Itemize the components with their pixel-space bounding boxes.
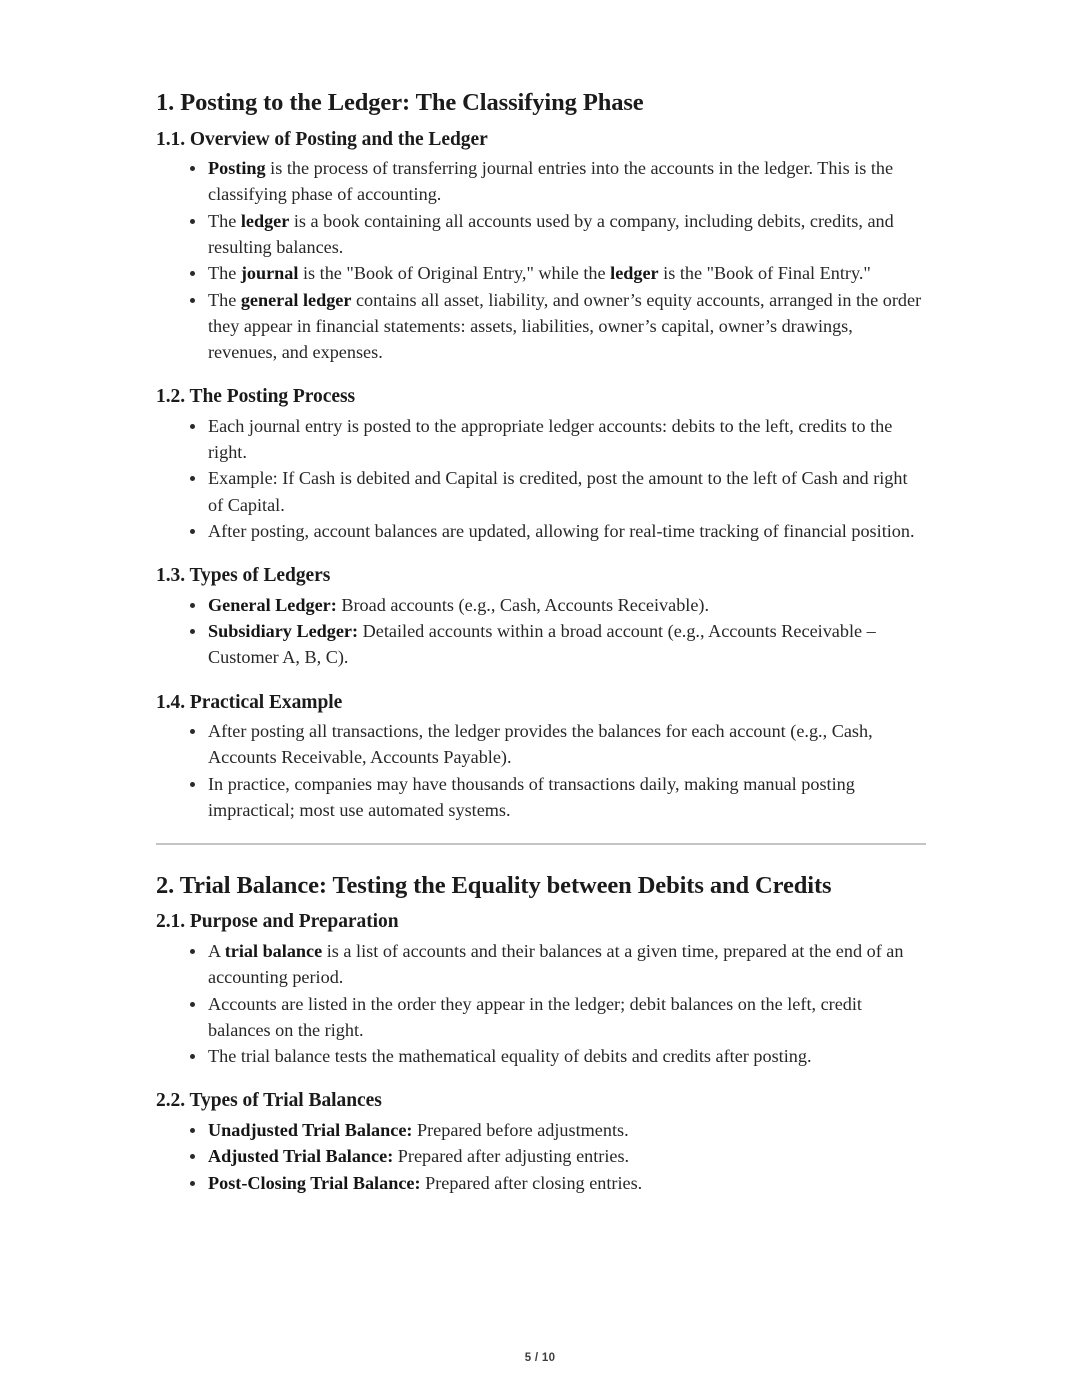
emphasis-text: general ledger bbox=[240, 290, 352, 311]
emphasis-text: trial balance bbox=[224, 940, 323, 961]
bullet-list bbox=[156, 413, 926, 545]
section-divider bbox=[156, 843, 926, 845]
emphasis-text: ledger bbox=[240, 210, 290, 231]
body-text: The bbox=[208, 290, 241, 311]
subsection-heading: 2.2. Types of Trial Balances bbox=[156, 1090, 382, 1112]
body-text: Example: If Cash is debited and Capital is credited, post the amount to the left of Cash and right of Capital. bbox=[208, 468, 908, 515]
body-text: Broad accounts (e.g., Cash, Accounts Receivable). bbox=[336, 594, 710, 615]
list-item bbox=[156, 991, 926, 1043]
emphasis-text: Posting bbox=[208, 158, 266, 178]
list-item bbox=[156, 1043, 926, 1069]
emphasis-text: Adjusted Trial Balance: bbox=[208, 1146, 394, 1167]
body-text: is a book containing all accounts used by a company, including debits, credits, and resulting balances. bbox=[208, 210, 894, 257]
subsection-heading: 1.3. Types of Ledgers bbox=[156, 565, 331, 587]
document-section bbox=[156, 88, 926, 823]
document-content bbox=[156, 88, 926, 1216]
subsection-heading: 1.2. The Posting Process bbox=[156, 386, 356, 408]
list-item bbox=[156, 260, 926, 286]
list-item bbox=[156, 771, 926, 823]
body-text: is the process of transferring journal entries into the accounts in the ledger. This is the classifying phase of accounting. bbox=[208, 158, 894, 205]
list-item bbox=[156, 618, 926, 670]
emphasis-text: ledger bbox=[610, 263, 659, 284]
list-item bbox=[156, 592, 926, 618]
body-text: Prepared after adjusting entries. bbox=[393, 1146, 630, 1167]
body-text: Detailed accounts within a broad account (e.g., Accounts Receivable – Customer A, B, C). bbox=[208, 621, 876, 668]
bullet-list bbox=[156, 938, 926, 1070]
bullet-list bbox=[156, 592, 926, 671]
list-item bbox=[156, 1117, 926, 1143]
list-item bbox=[156, 465, 926, 517]
emphasis-text: Subsidiary Ledger: bbox=[208, 621, 359, 642]
body-text: After posting all transactions, the ledger provides the balances for each account (e.g., Cash, Accounts Receivable, Accounts Payable). bbox=[208, 720, 873, 767]
body-text: In practice, companies may have thousands of transactions daily, making manual posting impractical; most use automated systems. bbox=[208, 773, 855, 820]
subsection-heading: 1.4. Practical Example bbox=[156, 691, 343, 713]
body-text: is the "Book of Final Entry." bbox=[658, 263, 871, 284]
list-item bbox=[156, 1143, 926, 1169]
list-item bbox=[156, 1170, 926, 1196]
body-text: The bbox=[208, 210, 241, 231]
list-item bbox=[156, 938, 926, 990]
bullet-list bbox=[156, 718, 926, 823]
section-heading: 1. Posting to the Ledger: The Classifying Phase bbox=[156, 89, 644, 116]
body-text: is a list of accounts and their balances at a given time, prepared at the end of an accounting period. bbox=[208, 940, 904, 987]
emphasis-text: Unadjusted Trial Balance: bbox=[208, 1119, 413, 1140]
section-heading: 2. Trial Balance: Testing the Equality between Debits and Credits bbox=[156, 871, 832, 899]
body-text: Each journal entry is posted to the appropriate ledger accounts: debits to the left, credits to the right. bbox=[208, 415, 893, 462]
body-text: After posting, account balances are updated, allowing for real-time tracking of financial position. bbox=[208, 521, 915, 542]
subsection-heading: 1.1. Overview of Posting and the Ledger bbox=[156, 128, 488, 150]
body-text: is the "Book of Original Entry," while the bbox=[298, 263, 611, 284]
body-text: Accounts are listed in the order they appear in the ledger; debit balances on the left, credit balances on the right. bbox=[208, 993, 862, 1040]
document-section bbox=[156, 843, 926, 1196]
body-text: contains all asset, liability, and owner’s equity accounts, arranged in the order they appear in financial statements: assets, liabilities, owner’s capital, owner’s drawings, revenues, and expenses. bbox=[208, 290, 922, 363]
body-text: Prepared before adjustments. bbox=[412, 1119, 629, 1140]
list-item bbox=[156, 287, 926, 365]
bullet-list bbox=[156, 155, 926, 365]
subsection-heading: 2.1. Purpose and Preparation bbox=[156, 911, 399, 933]
list-item bbox=[156, 413, 926, 465]
page-footer: 5 / 10 bbox=[524, 1352, 556, 1364]
emphasis-text: General Ledger: bbox=[208, 594, 337, 615]
list-item bbox=[156, 518, 926, 544]
list-item bbox=[156, 208, 926, 260]
body-text: The trial balance tests the mathematical equality of debits and credits after posting. bbox=[208, 1046, 812, 1067]
list-item bbox=[156, 718, 926, 770]
list-item bbox=[156, 155, 926, 207]
bullet-list bbox=[156, 1117, 926, 1196]
body-text: Prepared after closing entries. bbox=[420, 1172, 643, 1193]
emphasis-text: journal bbox=[240, 263, 299, 284]
emphasis-text: Post-Closing Trial Balance: bbox=[208, 1172, 421, 1193]
body-text: The bbox=[208, 263, 241, 284]
body-text: A bbox=[208, 940, 225, 961]
